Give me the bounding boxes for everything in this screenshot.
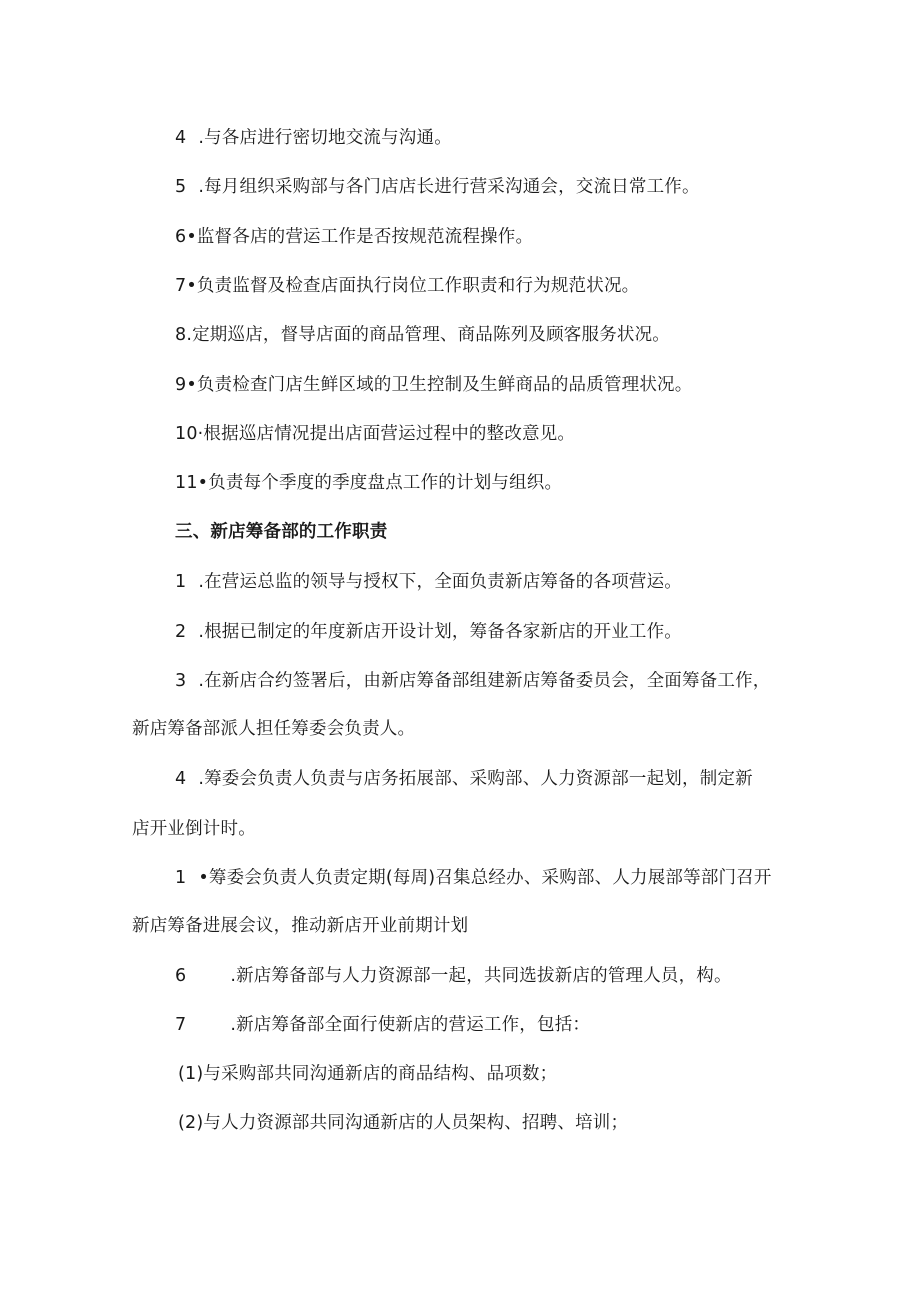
- item-number: 6: [175, 966, 187, 986]
- item-text: •筹委会负责人负责定期(每周)召集总经办、采购部、人力展部等部门召开: [198, 868, 772, 888]
- item-text: .在新店合约签署后，由新店筹备部组建新店筹备委员会，全面筹备工作，: [198, 671, 771, 691]
- list-item: [175, 274, 639, 298]
- list-item: [175, 620, 682, 644]
- item-text: 6•监督各店的营运工作是否按规范流程操作。: [175, 227, 534, 247]
- item-text: .与各店进行密切地交流与沟通。: [198, 128, 452, 148]
- list-item: [175, 669, 771, 693]
- item-number: 4: [175, 128, 187, 148]
- list-item: [175, 422, 575, 446]
- item-text: 9•负责检查门店生鲜区域的卫生控制及生鲜商品的品质管理状况。: [175, 375, 693, 395]
- list-item: [175, 1013, 590, 1037]
- list-item-continuation: 新店筹备进展会议，推动新店开业前期计划: [132, 916, 469, 936]
- list-item: [175, 373, 692, 397]
- list-item: [175, 471, 562, 495]
- item-text: .新店筹备部与人力资源部一起，共同选拔新店的管理人员，构。: [230, 966, 732, 986]
- list-item: [175, 767, 753, 791]
- sub-item: (2)与人力资源部共同沟通新店的人员架构、招聘、培训；: [178, 1113, 629, 1133]
- list-item: [175, 126, 452, 150]
- section-heading: 三、新店筹备部的工作职责: [175, 522, 388, 542]
- item-number: 1: [175, 868, 187, 888]
- list-item: [175, 866, 772, 890]
- list-item: [175, 964, 732, 988]
- item-text: .新店筹备部全面行使新店的营运工作，包括：: [230, 1015, 591, 1035]
- item-text: .在营运总监的领导与授权下，全面负责新店筹备的各项营运。: [198, 572, 683, 592]
- item-number: 7: [175, 1015, 187, 1035]
- item-text: .每月组织采购部与各门店店长进行营采沟通会，交流日常工作。: [198, 177, 700, 197]
- item-text: .筹委会负责人负责与店务拓展部、采购部、人力资源部一起划，制定新: [198, 769, 753, 789]
- sub-item: (1)与采购部共同沟通新店的商品结构、品项数；: [178, 1064, 558, 1084]
- item-number: 2: [175, 622, 187, 642]
- list-item-continuation: 新店筹备部派人担任筹委会负责人。: [132, 719, 416, 739]
- list-item: [175, 225, 533, 249]
- item-text: 8.定期巡店，督导店面的商品管理、商品陈列及顾客服务状况。: [175, 325, 670, 345]
- item-text: .根据已制定的年度新店开设计划，筹备各家新店的开业工作。: [198, 622, 683, 642]
- item-number: 1: [175, 572, 187, 592]
- item-number: 4: [175, 769, 187, 789]
- list-item: [175, 175, 700, 199]
- item-text: 11•负责每个季度的季度盘点工作的计划与组织。: [175, 473, 563, 493]
- list-item-continuation: 店开业倒计时。: [132, 819, 256, 839]
- list-item: [175, 570, 682, 594]
- item-text: 7•负责监督及检查店面执行岗位工作职责和行为规范状况。: [175, 276, 640, 296]
- list-item: [175, 323, 670, 347]
- item-number: 5: [175, 177, 187, 197]
- item-number: 3: [175, 671, 187, 691]
- item-text: 10·根据巡店情况提出店面营运过程中的整改意见。: [175, 424, 576, 444]
